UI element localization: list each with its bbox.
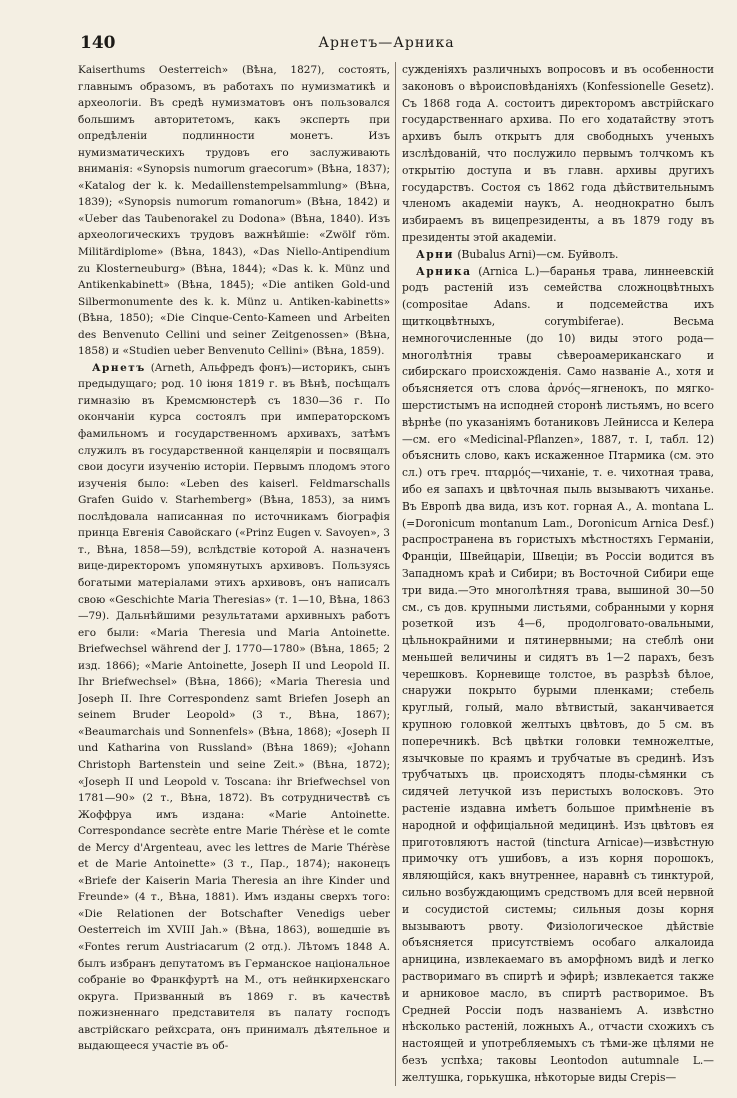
entry-text: (Bubalus Arni)—см. Буйволъ. [457,247,619,261]
entry-paragraph [78,62,390,360]
entry-headword: Арни [416,247,454,261]
entry-headword: Арника [416,264,472,278]
left-column [78,62,390,1086]
entry-paragraph [402,247,714,264]
page-number: 140 [80,33,116,53]
entry-paragraph [402,62,714,247]
entry-text: (Arnica L.)—баранья трава, линнеевскій родъ растеній изъ семейства сложноцвѣтныхъ (compositae Adans. и подсемейства ихъ щиткоцвѣтныхъ, corymbiferae). Весьма немногочисленные (до 10) виды этого рода—многолѣтнія травы сѣвероамериканскаго и сибирскаго происхожденія. Само названіе А., хотя и объясняется отъ слова ἀρνός—ягненокъ, по мягко-шерстистымъ на исподней сторонѣ листьямъ, но всего вѣрнѣе (по указаніямъ ботаниковъ Лейнисса и Келера—см. его «Medicinal-Pflanzen», 1887, т. I, табл. 12) объяснить слово, какъ искаженное Птармика (см. это сл.) отъ греч. πταρμός—чиханіе, т. е. чихотная трава, ибо ея запахъ и цвѣточная пыль вызываютъ чиханье. Въ Европѣ два вида, изъ кот. горная А., А. montana L. (=Doronicum montanum Lam., Doronicum Arnica Desf.) распространена въ гористыхъ мѣстностяхъ Германіи, Франціи, Швейцаріи, Швеціи; въ Россіи водится въ Западномъ краѣ и Сибири; въ Восточной Сибири еще три вида.—Это многолѣтняя трава, вышиной 30—50 см., съ дов. крупными листьями, собранными у корня розеткой изъ 4—6, продолговато-овальными, цѣльнокрайними и пятинервными; на стеблѣ они меньшей величины и сидятъ въ 1—2 парахъ, безъ черешковъ. Корневище толстое, въ разрѣзѣ бѣлое, снаружи покрыто бурыми пленками; стебель круглый, голый, мало вѣтвистый, заканчивается крупною головкой желтыхъ цвѣтовъ, до 5 см. въ поперечникѣ. Всѣ цвѣтки головки темножелтые, язычковые по краямъ и трубчатые въ срединѣ. Изъ трубчатыхъ цв. происходятъ плоды-сѣмянки съ сидячей летучкой изъ перистыхъ волосковъ. Это растеніе издавна имѣетъ большое примѣненіе въ народной и оффиціальной медицинѣ. Изъ цвѣтовъ ея приготовляютъ настой (tinctura Arnicae)—извѣстную примочку отъ ушибовъ, а изъ корня порошокъ, являющійся, какъ внутреннее, наравнѣ съ тинктурой, сильно возбуждающимъ средствомъ для всей нервной и сосудистой системы; сильныя дозы корня вызываютъ рвоту. Физіологическое дѣйствіе объясняется присутствіемъ особаго алкалоида арницина, извлекаемаго въ аморфномъ видѣ и легко растворимаго въ спиртѣ и эфирѣ; извлекается также и арниковое масло, въ спиртѣ растворимое. Въ Средней Россіи подъ названіемъ А. извѣстно нѣсколько растеній, ложныхъ А., отчасти схожихъ съ настоящей и употребляемыхъ съ тѣми-же цѣлями не безъ успѣха; таковы Leontodon autumnale L.—желтушка, горькушка, нѣкоторые виды Crepis— [402,264,714,1084]
entry-text: (Arneth, Альфредъ фонъ)—историкъ, сынъ предыдущаго; род. 10 іюня 1819 г. въ Вѣнѣ, посѣщалъ гимназію въ Кремсмюнстерѣ съ 1830—36 г. По окончаніи курса состоялъ при императорскомъ фамильномъ и государственномъ архивахъ, затѣмъ служилъ въ государственной канцеляріи и посвящалъ свои досуги изученію исторіи. Первымъ плодомъ этого изученія было: «Leben des kaiserl. Feldmarschalls Grafen Guido v. Starhemberg» (Вѣна, 1853), за нимъ послѣдовала написанная по источникамъ біографія принца Евгенія Савойскаго («Prinz Eugen v. Savoyen», 3 т., Вѣна, 1858—59), вслѣдствіе которой А. назначенъ вице-директоромъ упомянутыхъ архивовъ. Пользуясь богатыми матеріалами этихъ архивовъ, онъ написалъ свою «Geschichte Maria Theresias» (т. 1—10, Вѣна, 1863—79). Дальнѣйшими результатами архивныхъ работъ его были: «Maria Theresia und Maria Antoinette. Briefwechsel während der J. 1770—1780» (Вѣна, 1865; 2 изд. 1866); «Marie Antoinette, Joseph II und Leopold II. Ihr Briefwechsel» (Вѣна, 1866); «Maria Theresia und Joseph II. Ihre Correspondenz samt Briefen Joseph an seinem Bruder Leopold» (3 т., Вѣна, 1867); «Beaumarchais und Sonnenfels» (Вѣна, 1868); «Joseph II und Katharina von Russland» (Вѣна 1869); «Johann Christoph Bartenstein und seine Zeit.» (Вѣна, 1872); «Joseph II und Leopold v. Toscana: ihr Briefwechsel von 1781—90» (2 т., Вѣна, 1872). Въ сотрудничествѣ съ Жоффруа имъ издана: «Marie Antoinette. Correspondance secrète entre Marie Thérèse et le comte de Mercy d'Argenteau, avec les lettres de Marie Thérèse et de Marie Antoinette» (3 т., Пар., 1874); наконецъ «Briefe der Kaiserin Maria Theresia an ihre Kinder und Freunde» (4 т., Вѣна, 1881). Имъ изданы сверхъ того: «Die Relationen der Botschafter Venedigs ueber Oesterreich im XVIII Jah.» (Вѣна, 1863), вошедшіе въ «Fontes rerum Austriacarum (2 отд.). Лѣтомъ 1848 А. былъ избранъ депутатомъ въ Германское національное собраніе во Франкфуртѣ на М., отъ нейнкирхенскаго округа. Призванный въ 1869 г. въ качествѣ пожизненнаго представителя въ палату господъ австрійскаго рейхсрата, онъ принималъ дѣятельное и выдающееся участіе въ об- [78,361,390,1053]
page-header [80,33,693,53]
entry-paragraph [78,360,390,1055]
running-title: Арнетъ—Арника [318,35,455,51]
column-divider [395,62,396,1086]
entry-paragraph [402,264,714,1086]
entry-text: Kaiserthums Oesterreich» (Вѣна, 1827), состоять, главнымъ образомъ, въ работахъ по нумизматикѣ и археологіи. Въ средѣ нумизматовъ онъ пользовался большимъ авторитетомъ, какъ эксперть при опредѣленіи подлинности монетъ. Изъ нумизматическихъ трудовъ его заслуживають вниманія: «Synopsis numorum graecorum» (Вѣна, 1837); «Katalog der k. k. Medaillenstempelsammlung» (Вѣна, 1839); «Synopsis numorum romanorum» (Вѣна, 1842) и «Ueber das Taubenorakel zu Dodona» (Вѣна, 1840). Изъ археологическихъ трудовъ важнѣйшіе: «Zwölf röm. Militärdiplome» (Вѣна, 1843), «Das Niello-Antipendium zu Klosterneuburg» (Вѣна, 1844); «Das k. k. Münz und Antikenkabinett» (Вѣна, 1845); «Die antiken Gold-und Silbermonumente des k. k. Münz u. Antiken-kabinetts» (Вѣна, 1850); «Die Cinque-Cento-Kameen und Arbeiten des Benvenuto Cellini und seiner Zeitgenossen» (Вѣна, 1858) и «Studien ueber Benvenuto Cellini» (Вѣна, 1859). [78,64,390,358]
entry-headword: Арнетъ [92,361,146,374]
right-column [402,62,714,1086]
entry-text: сужденіяхъ различныхъ вопросовъ и въ особенности законовъ о вѣроисповѣданіяхъ (Konfessionelle Gesetz). Съ 1868 года А. состоитъ директоромъ австрійскаго государственнаго архива. По его ходатайству этотъ архивъ былъ открытъ для свободныхъ ученыхъ изслѣдованій, что послужило первымъ толчкомъ къ открытію доступа и въ главн. архивы другихъ государствъ. Состоя съ 1862 года дѣйствительнымъ членомъ академіи наукъ, А. неоднократно былъ избираемъ въ вицепрезиденты, а въ 1879 году въ президенты этой академіи. [402,63,714,244]
